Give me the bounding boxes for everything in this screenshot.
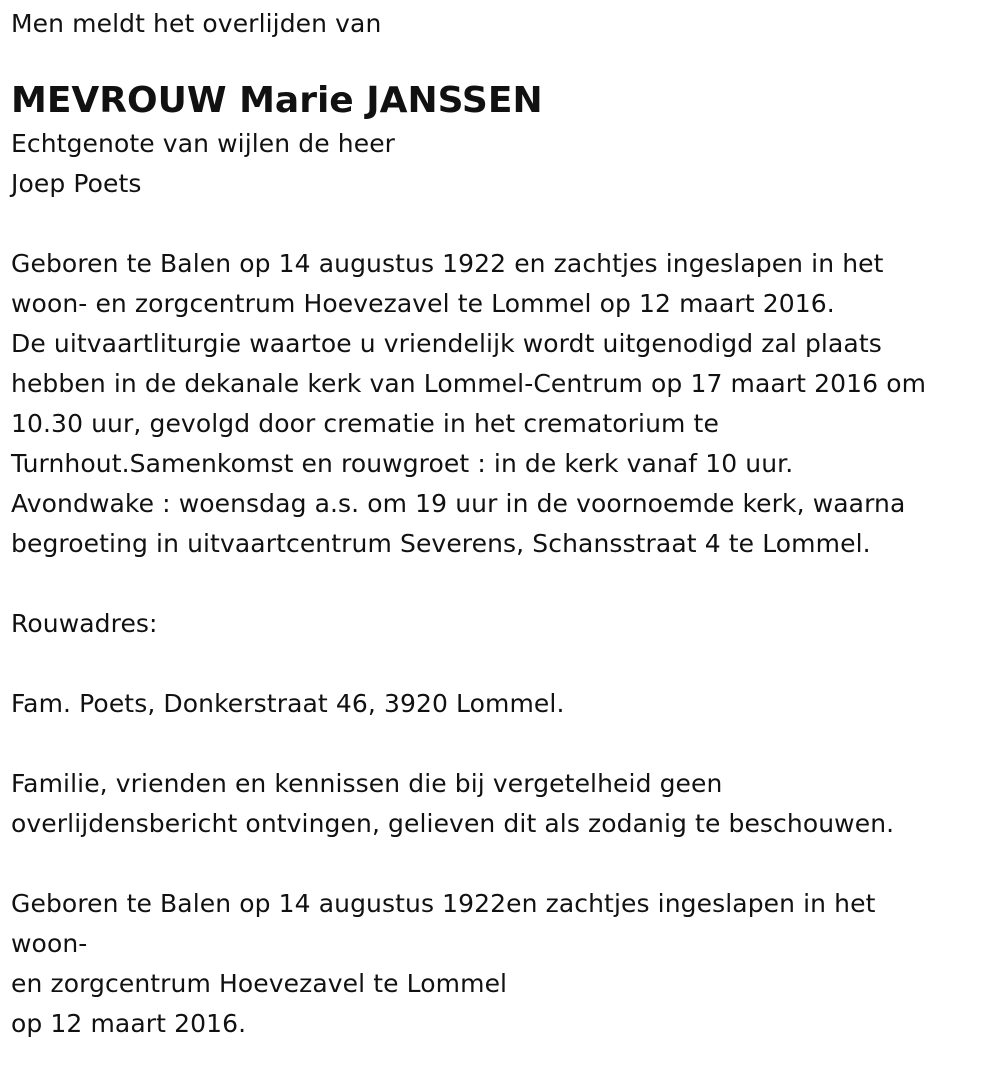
intro-text: Men meldt het overlijden van [11,9,382,38]
paragraph-line: woon- en zorgcentrum Hoevezavel te Lommel op 12 maart 2016. [11,289,835,318]
spouse-line: Echtgenote van wijlen de heer [11,129,396,158]
spacer [11,724,1000,764]
deceased-name: MEVROUW Marie JANSSEN [11,80,543,121]
paragraph-line: De uitvaartliturgie waartoe u vriendelijk wordt uitgenodigd zal plaats [11,329,882,358]
repeat-line: op 12 maart 2016. [11,1009,247,1038]
spacer [11,644,1000,684]
notice-paragraph [11,764,1000,844]
paragraph-line: 10.30 uur, gevolgd door crematie in het crematorium te [11,409,719,438]
address-text: Fam. Poets, Donkerstraat 46, 3920 Lommel. [11,689,565,718]
rouwadres-label: Rouwadres: [11,609,158,638]
repeat-line: Geboren te Balen op 14 augustus 1922en zachtjes ingeslapen in het [11,889,876,918]
paragraph-line: begroeting in uitvaartcentrum Severens, Schansstraat 4 te Lommel. [11,529,871,558]
repeat-line: en zorgcentrum Hoevezavel te Lommel [11,969,508,998]
spouse-block [11,124,1000,204]
repeat-paragraph [11,884,1000,1044]
paragraph-line: Geboren te Balen op 14 augustus 1922 en zachtjes ingeslapen in het [11,249,884,278]
notice-line: overlijdensbericht ontvingen, gelieven dit als zodanig te beschouwen. [11,809,895,838]
paragraph-line: hebben in de dekanale kerk van Lommel-Centrum op 17 maart 2016 om [11,369,927,398]
main-paragraph [11,244,1000,564]
spouse-line: Joep Poets [11,169,142,198]
spacer [11,204,1000,244]
notice-line: Familie, vrienden en kennissen die bij vergetelheid geen [11,769,723,798]
paragraph-line: Turnhout.Samenkomst en rouwgroet : in de kerk vanaf 10 uur. [11,449,794,478]
spacer [11,844,1000,884]
repeat-line: woon- [11,929,88,958]
spacer [11,564,1000,604]
paragraph-line: Avondwake : woensdag a.s. om 19 uur in de voornoemde kerk, waarna [11,489,906,518]
